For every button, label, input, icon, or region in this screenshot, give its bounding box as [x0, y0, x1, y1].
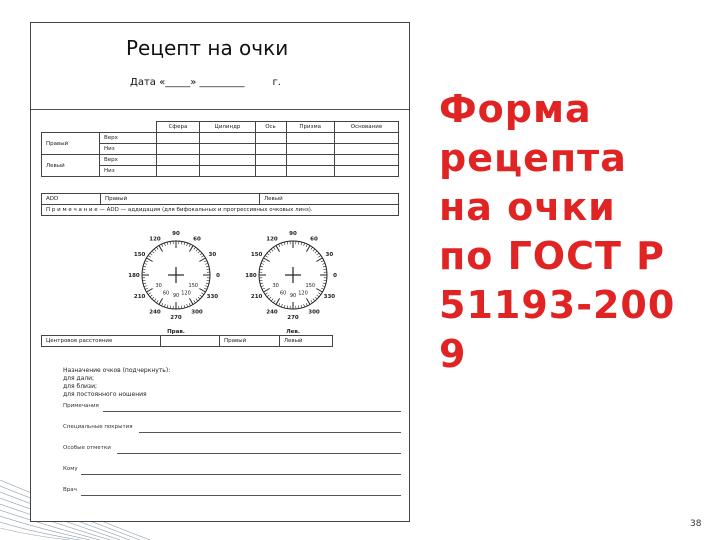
dial-tick: [143, 269, 146, 270]
dial-tick: [311, 300, 313, 302]
dial-tick: [200, 295, 202, 297]
table-cell: [286, 166, 334, 177]
dial-tick: [170, 306, 171, 309]
dial-tick: [279, 244, 280, 247]
header-prism: Призма: [286, 122, 334, 133]
page-number: 38: [690, 519, 702, 529]
dial-tick: [307, 246, 311, 252]
dial-tick: [260, 266, 263, 267]
dial-tick: [265, 255, 267, 257]
dial-tick: [198, 251, 200, 253]
table-cell: [334, 155, 398, 166]
dial-tick: [260, 269, 263, 270]
dial-tick: [184, 305, 185, 308]
dial-tick: [261, 263, 264, 264]
dial-tick: [145, 261, 148, 262]
dial-inner-label: 30: [155, 283, 162, 289]
dial-tick: [279, 303, 280, 306]
dial-tick: [204, 261, 207, 262]
dial-tick: [313, 249, 315, 251]
dial-tick: [267, 253, 269, 255]
dial-tick: [264, 258, 270, 262]
doctor-field: [63, 487, 401, 499]
dial-tick: [306, 303, 307, 306]
dial-label: 270: [287, 315, 299, 321]
lens-params-table: [41, 121, 399, 177]
dial-tick: [301, 305, 302, 308]
dial-tick: [260, 280, 263, 281]
dial-tick: [199, 258, 205, 262]
form-header: [31, 23, 409, 110]
year-suffix: г.: [272, 77, 281, 88]
slide-title-line: 9: [439, 332, 467, 376]
dial-tick: [201, 255, 203, 257]
dial-tick: [315, 251, 317, 253]
dial-label: 0: [333, 273, 337, 279]
header-axis: Ось: [255, 122, 286, 133]
form-fields: [63, 367, 401, 499]
table-cell: [200, 166, 255, 177]
dial-tick: [196, 249, 198, 251]
dial-inner-label: 150: [305, 283, 316, 289]
dial-tick: [154, 249, 156, 251]
dial-tick: [189, 244, 190, 247]
dial-label: 180: [245, 273, 257, 279]
add-table: [41, 193, 399, 216]
table-cell: [200, 144, 255, 155]
dial-tick: [306, 244, 307, 247]
axis-dials: [31, 225, 411, 335]
dial-tick: [304, 304, 305, 307]
dial-tick: [164, 243, 165, 246]
dial-tick: [206, 283, 209, 284]
dial-tick: [315, 297, 317, 299]
dial-tick: [181, 242, 182, 245]
dial-tick: [152, 251, 154, 253]
dial-label: 30: [325, 252, 334, 258]
center-distance-label: Центровое расстояние: [42, 336, 161, 347]
dial-tick: [284, 305, 285, 308]
dial-tick: [284, 242, 285, 245]
date-field: Дата «_____» _________: [130, 77, 245, 88]
dial-tick: [147, 289, 153, 293]
form-title: Рецепт на очки: [126, 36, 289, 60]
dial-tick: [321, 261, 324, 262]
table-cell: [156, 144, 200, 155]
dial-tick: [262, 288, 265, 289]
add-right-label: Правый: [101, 194, 260, 205]
table-cell: [200, 155, 255, 166]
table-cell: [156, 166, 200, 177]
dial-tick: [162, 303, 163, 306]
dial-caption: Лев.: [286, 329, 300, 335]
header-sphere: Сфера: [156, 122, 200, 133]
dial-inner-label: 90: [289, 293, 297, 299]
prescription-form: [30, 22, 410, 522]
dial-tick: [196, 299, 198, 301]
dial-tick: [194, 300, 196, 302]
slide-title-line: рецепта: [439, 136, 627, 180]
dial-tick: [181, 306, 182, 309]
recipient-field: [63, 466, 401, 478]
field-label: Специальные покрытия: [63, 424, 133, 430]
dial-tick: [199, 289, 205, 293]
dial-tick: [322, 263, 325, 264]
dial-tick: [317, 253, 319, 255]
dial-tick: [187, 243, 188, 246]
dial-tick: [189, 303, 190, 306]
slide-title: [439, 85, 709, 379]
dial-tick: [298, 242, 299, 245]
dial-label: 150: [250, 252, 263, 258]
dial-tick: [194, 247, 196, 249]
dial-tick: [321, 288, 324, 289]
dial-tick: [287, 242, 288, 245]
table-cell: [200, 133, 255, 144]
dial-tick: [148, 293, 150, 295]
dial-tick: [147, 258, 153, 262]
dial-tick: [152, 297, 154, 299]
dial-tick: [261, 286, 264, 287]
dial-tick: [164, 304, 165, 307]
notes-field: [63, 403, 401, 415]
dial-tick: [184, 242, 185, 245]
dial-tick: [156, 247, 158, 249]
dial-tick: [205, 263, 208, 264]
dial-inner-label: 150: [188, 283, 199, 289]
add-note: П р и м е ч а н и е — ADD — аддидация (для бифокальных и прогрессивных очковых линз).: [42, 205, 399, 216]
header-cylinder: Цилиндр: [200, 122, 255, 133]
dial-label: 30: [208, 252, 217, 258]
row-top-label: Верх: [100, 155, 157, 166]
center-distance-table: [41, 335, 333, 347]
field-label: Врач: [63, 487, 77, 493]
table-cell: [286, 133, 334, 144]
dial-tick: [264, 289, 270, 293]
dial-inner-label: 90: [172, 293, 180, 299]
row-top-label: Верх: [100, 133, 157, 144]
dial-tick: [265, 293, 267, 295]
dial-tick: [323, 266, 326, 267]
dial-tick: [301, 242, 302, 245]
dial-label: 60: [193, 236, 201, 243]
dial-inner-label: 60: [279, 290, 287, 297]
center-right-label: Правый: [220, 336, 280, 347]
dial-tick: [273, 247, 275, 249]
purpose-option: для дали;: [63, 375, 95, 382]
dial-tick: [324, 280, 327, 281]
eye-left-label: Левый: [42, 155, 100, 177]
table-cell: [286, 155, 334, 166]
dial-tick: [154, 299, 156, 301]
dial-tick: [276, 246, 280, 252]
dial-tick: [206, 266, 209, 267]
table-cell: [156, 155, 200, 166]
dial-tick: [159, 298, 163, 304]
dial-label: 300: [191, 309, 203, 316]
dial-tick: [311, 247, 313, 249]
dial-tick: [187, 304, 188, 307]
dial-tick: [190, 246, 194, 252]
dial-label: 120: [149, 236, 161, 243]
dial-label: 210: [250, 294, 263, 300]
dial-tick: [207, 280, 210, 281]
dial-label: 330: [206, 294, 219, 300]
table-cell: [161, 336, 220, 347]
dial-tick: [317, 295, 319, 297]
dial-tick: [207, 269, 210, 270]
dial-tick: [167, 305, 168, 308]
dial-label: 60: [310, 236, 318, 243]
dial-tick: [322, 286, 325, 287]
field-label: Кому: [63, 466, 78, 472]
special-marks-field: [63, 445, 401, 457]
dial-label: 210: [133, 294, 146, 300]
dial-tick: [156, 300, 158, 302]
field-label: Особые отметки: [63, 445, 111, 451]
table-cell: [334, 166, 398, 177]
dial-tick: [159, 246, 163, 252]
center-left-label: Левый: [279, 336, 332, 347]
dial-tick: [201, 293, 203, 295]
dial-inner-label: 30: [272, 283, 279, 289]
dial-label: 90: [172, 231, 180, 237]
table-cell: [255, 133, 286, 144]
dial-label: 120: [266, 236, 278, 243]
table-cell: [334, 144, 398, 155]
table-cell: [334, 133, 398, 144]
dial-tick: [150, 253, 152, 255]
dial-label: 150: [133, 252, 146, 258]
dial-tick: [273, 300, 275, 302]
dial-inner-label: 120: [298, 290, 308, 297]
slide-title-line: по ГОСТ Р: [439, 234, 665, 278]
dial-tick: [271, 249, 273, 251]
dial-label: 90: [289, 231, 297, 237]
purpose-option: для постоянного ношения: [63, 391, 147, 398]
dial-tick: [313, 299, 315, 301]
dial-tick: [167, 242, 168, 245]
dial-tick: [267, 295, 269, 297]
dial-tick: [162, 244, 163, 247]
dial-tick: [144, 286, 147, 287]
dial-label: 240: [149, 309, 161, 316]
dial-inner-label: 120: [181, 290, 191, 297]
dial-tick: [143, 280, 146, 281]
dial-tick: [144, 263, 147, 264]
dial-tick: [304, 243, 305, 246]
table-cell: [286, 144, 334, 155]
dial-tick: [318, 293, 320, 295]
dial-tick: [324, 269, 327, 270]
dial-label: 0: [216, 273, 220, 279]
row-bottom-label: Низ: [100, 144, 157, 155]
dial-tick: [316, 289, 322, 293]
dial-tick: [318, 255, 320, 257]
dial-tick: [198, 297, 200, 299]
dial-label: 180: [128, 273, 140, 279]
dial-tick: [190, 298, 194, 304]
add-left-label: Левый: [260, 194, 399, 205]
dial-label: 240: [266, 309, 278, 316]
header-base: Основание: [334, 122, 398, 133]
dial-label: 300: [308, 309, 320, 316]
dial-tick: [145, 288, 148, 289]
table-cell: [255, 166, 286, 177]
dial-caption: Прав.: [167, 329, 185, 335]
slide-title-line: на очки: [439, 185, 616, 229]
purpose-option: для близи;: [63, 383, 98, 390]
dial-tick: [204, 288, 207, 289]
dial-tick: [298, 306, 299, 309]
row-bottom-label: Низ: [100, 166, 157, 177]
table-cell: [156, 133, 200, 144]
dial-tick: [269, 297, 271, 299]
dial-tick: [143, 266, 146, 267]
add-label: ADD: [42, 194, 101, 205]
date-line: [130, 77, 281, 88]
dial-tick: [281, 304, 282, 307]
dial-tick: [148, 255, 150, 257]
slide-title-line: Форма: [439, 87, 592, 131]
dial-tick: [307, 298, 311, 304]
dial-tick: [316, 258, 322, 262]
dial-tick: [281, 243, 282, 246]
purpose-heading: Назначение очков (подчеркнуть):: [63, 367, 171, 374]
dial-tick: [143, 283, 146, 284]
eye-right-label: Правый: [42, 133, 100, 155]
dial-tick: [170, 242, 171, 245]
dial-label: 330: [323, 294, 336, 300]
dial-tick: [323, 283, 326, 284]
field-label: Примечания: [63, 403, 99, 409]
dial-tick: [287, 306, 288, 309]
dial-tick: [262, 261, 265, 262]
dial-label: 270: [170, 315, 182, 321]
dial-tick: [271, 299, 273, 301]
dial-tick: [276, 298, 280, 304]
table-cell: [255, 155, 286, 166]
dial-tick: [150, 295, 152, 297]
dial-tick: [200, 253, 202, 255]
dial-inner-label: 60: [162, 290, 170, 297]
slide-title-line: 51193-200: [439, 283, 676, 327]
dial-tick: [205, 286, 208, 287]
dial-tick: [269, 251, 271, 253]
table-cell: [255, 144, 286, 155]
coatings-field: [63, 424, 401, 436]
dial-tick: [260, 283, 263, 284]
